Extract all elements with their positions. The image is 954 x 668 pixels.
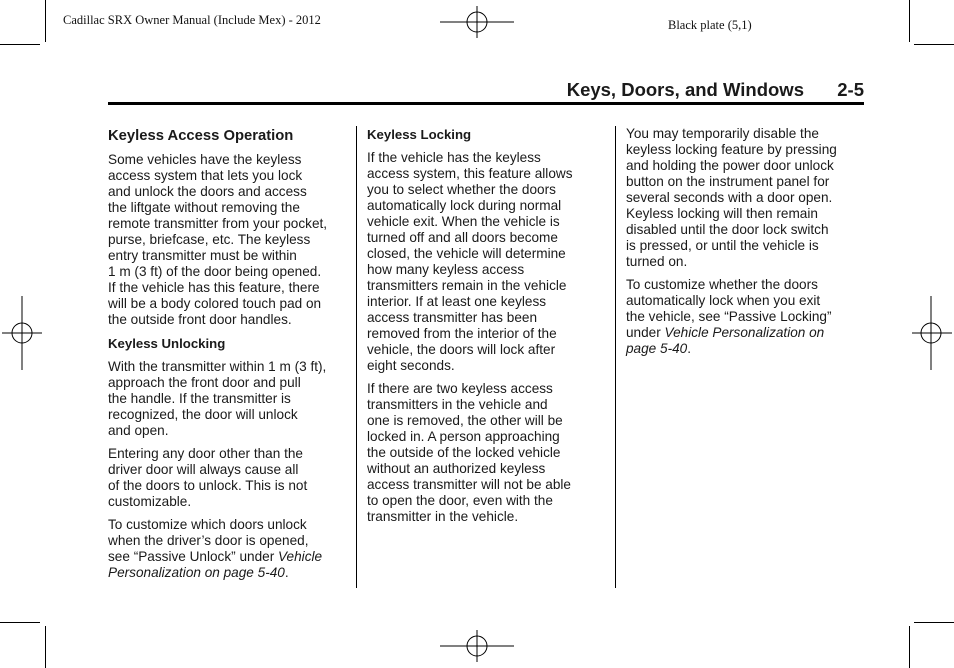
subsection-heading: Keyless Locking xyxy=(367,127,472,142)
paragraph xyxy=(626,126,862,270)
text-line: entry transmitter must be within xyxy=(108,248,297,263)
text-line: vehicle exit. When the vehicle is xyxy=(367,214,560,229)
paragraph xyxy=(626,277,862,357)
crop-mark xyxy=(909,626,910,668)
column-1 xyxy=(108,126,348,588)
text-line: when the driver’s door is opened, xyxy=(108,533,309,548)
text-line: keyless locking feature by pressing xyxy=(626,142,837,157)
text-line: automatically lock during normal xyxy=(367,198,562,213)
text-line: you to select whether the doors xyxy=(367,182,556,197)
page-number: 2-5 xyxy=(837,79,864,100)
registration-mark-top xyxy=(440,4,516,40)
text-line: the outside of the locked vehicle xyxy=(367,445,561,460)
crop-mark xyxy=(914,44,954,45)
text-line: of the doors to unlock. This is not xyxy=(108,478,308,493)
text-line: customizable. xyxy=(108,494,192,509)
text-line: transmitters remain in the vehicle xyxy=(367,278,567,293)
text-line: the outside front door handles. xyxy=(108,312,292,327)
plate-info-left: Cadillac SRX Owner Manual (Include Mex) - 2012 xyxy=(63,13,321,27)
crop-mark xyxy=(909,0,910,42)
text-line: transmitters in the vehicle and xyxy=(367,397,548,412)
text-line: Entering any door other than the xyxy=(108,446,303,461)
registration-mark-left xyxy=(2,296,42,370)
text-line: how many keyless access xyxy=(367,262,525,277)
text-line: transmitter in the vehicle. xyxy=(367,509,519,524)
text-line: If there are two keyless access xyxy=(367,381,553,396)
text-line: is pressed, or until the vehicle is xyxy=(626,238,819,253)
text-line: Some vehicles have the keyless xyxy=(108,152,302,167)
registration-mark-bottom xyxy=(440,628,516,664)
text-line: one is removed, the other will be xyxy=(367,413,563,428)
crop-mark xyxy=(0,44,40,45)
text-line: and unlock the doors and access xyxy=(108,184,307,199)
text-line: the handle. If the transmitter is xyxy=(108,391,291,406)
text-line: To customize whether the doors xyxy=(626,277,818,292)
crop-mark xyxy=(0,622,40,623)
plate-info-right: Black plate (5,1) xyxy=(668,18,752,32)
paragraph xyxy=(367,381,603,525)
text-line xyxy=(626,325,862,341)
text-line: to open the door, even with the xyxy=(367,493,553,508)
text-run: . xyxy=(687,341,692,356)
text-line: access system that lets you lock xyxy=(108,168,303,183)
text-line: With the transmitter within 1 m (3 ft), xyxy=(108,359,327,374)
cross-reference-link[interactable]: Vehicle Personalization on xyxy=(664,325,825,340)
column-2 xyxy=(367,126,603,532)
paragraph xyxy=(108,446,348,510)
cross-reference-link[interactable]: Vehicle xyxy=(278,549,323,564)
text-line: Keyless locking will then remain xyxy=(626,206,818,221)
text-run: . xyxy=(284,565,289,580)
text-line: If the vehicle has this feature, there xyxy=(108,280,320,295)
text-line xyxy=(108,549,348,565)
paragraph xyxy=(108,152,348,328)
text-line: turned on. xyxy=(626,254,688,269)
section-heading: Keyless Access Operation xyxy=(108,128,294,144)
text-line: 1 m (3 ft) of the door being opened. xyxy=(108,264,322,279)
text-line: interior. If at least one keyless xyxy=(367,294,547,309)
text-run: see “Passive Unlock” under xyxy=(108,549,278,564)
text-line: locked in. A person approaching xyxy=(367,429,560,444)
text-line: button on the instrument panel for xyxy=(626,174,830,189)
text-line xyxy=(108,565,348,581)
crop-mark xyxy=(914,622,954,623)
text-line: disabled until the door lock switch xyxy=(626,222,829,237)
text-line: access system, this feature allows xyxy=(367,166,573,181)
cross-reference-link[interactable]: Personalization on page 5-40 xyxy=(108,565,285,580)
column-divider xyxy=(356,126,357,588)
text-line: approach the front door and pull xyxy=(108,375,301,390)
paragraph xyxy=(108,359,348,439)
registration-mark-right xyxy=(912,296,952,370)
text-line: You may temporarily disable the xyxy=(626,126,819,141)
text-line: several seconds with a door open. xyxy=(626,190,833,205)
text-line: To customize which doors unlock xyxy=(108,517,307,532)
text-line: closed, the vehicle will determine xyxy=(367,246,566,261)
text-line: vehicle, the doors will lock after xyxy=(367,342,556,357)
text-line: remote transmitter from your pocket, xyxy=(108,216,328,231)
text-line: automatically lock when you exit xyxy=(626,293,821,308)
text-run: under xyxy=(626,325,665,340)
text-line: and open. xyxy=(108,423,169,438)
column-divider xyxy=(615,126,616,588)
cross-reference-link[interactable]: page 5-40 xyxy=(626,341,688,356)
section-title: Keys, Doors, and Windows xyxy=(566,79,804,100)
text-line xyxy=(626,341,862,357)
text-line: turned off and all doors become xyxy=(367,230,558,245)
paragraph xyxy=(367,150,603,374)
text-line: will be a body colored touch pad on xyxy=(108,296,322,311)
crop-mark xyxy=(45,626,46,668)
text-line: driver door will always cause all xyxy=(108,462,299,477)
subsection-heading: Keyless Unlocking xyxy=(108,336,226,351)
header-rule xyxy=(108,102,864,105)
text-line: purse, briefcase, etc. The keyless xyxy=(108,232,311,247)
text-line: and holding the power door unlock xyxy=(626,158,834,173)
paragraph xyxy=(108,517,348,581)
text-line: eight seconds. xyxy=(367,358,455,373)
text-line: the vehicle, see “Passive Locking” xyxy=(626,309,832,324)
column-3 xyxy=(626,126,862,364)
text-line: without an authorized keyless xyxy=(367,461,546,476)
text-line: If the vehicle has the keyless xyxy=(367,150,541,165)
page-header xyxy=(108,79,864,101)
crop-mark xyxy=(45,0,46,42)
text-line: access transmitter will not be able xyxy=(367,477,571,492)
text-line: the liftgate without removing the xyxy=(108,200,300,215)
text-line: access transmitter has been xyxy=(367,310,538,325)
text-line: recognized, the door will unlock xyxy=(108,407,298,422)
text-line: removed from the interior of the xyxy=(367,326,557,341)
